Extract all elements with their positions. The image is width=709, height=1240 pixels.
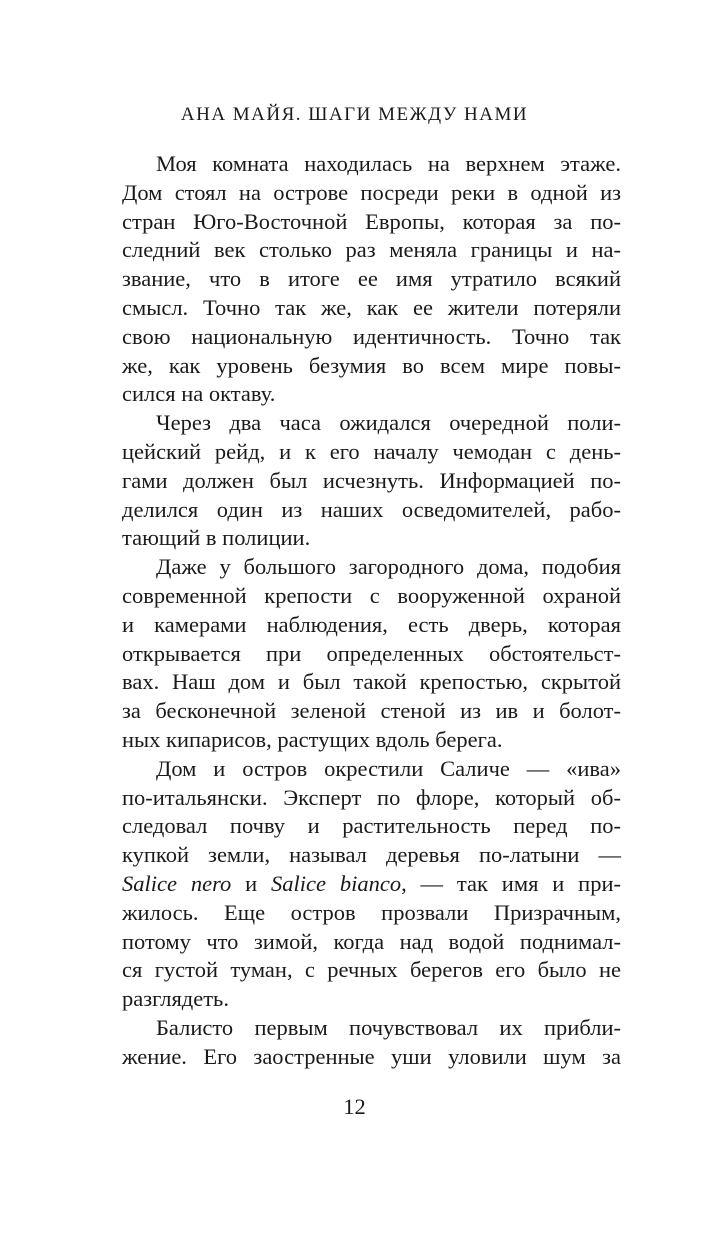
text-line: Даже у большого загородного дома, подобия [156,554,621,580]
text-line: следний век столько раз меняла границы и на- [122,237,621,263]
body-text [122,150,621,1072]
text-line: гами должен был исчезнуть. Информацией по- [122,467,621,493]
text-line: стран Юго-Восточной Европы, которая за по- [122,208,621,234]
text-line: же, как уровень безумия во всем мире повы- [122,352,621,378]
text-line: свою национальную идентичность. Точно так [122,323,621,349]
latin-species-name: Salice bianco [271,870,402,896]
text-line: жение. Его заостренные уши уловили шум за [122,1043,621,1069]
text-line: и камерами наблюдения, есть дверь, которая [122,611,621,637]
text-line: сился на октаву. [122,381,276,407]
text-line: жилось. Еще остров прозвали Призрачным, [122,899,621,925]
paragraph [122,1014,621,1072]
paragraph [122,150,621,409]
paragraph [122,755,621,1014]
text-line: за бесконечной зеленой стеной из ив и болот- [122,698,621,724]
latin-species-name: Salice nero [122,870,232,896]
text-line: потому что зимой, когда над водой поднимал- [122,928,621,954]
text-line: Дом и остров окрестили Саличе — «ива» [156,755,621,781]
text-line: Через два часа ожидался очередной поли- [156,410,621,436]
text-line: делился один из наших осведомителей, рабо- [122,496,621,522]
text-line: Дом стоял на острове посреди реки в одной из [122,179,621,205]
text-line: Балисто первым почувствовал их прибли- [156,1014,621,1040]
running-head: АНА МАЙЯ. ШАГИ МЕЖДУ НАМИ [180,104,529,125]
text-line: следовал почву и растительность перед по- [122,813,621,839]
text-line: цейский рейд, и к его началу чемодан с день- [122,438,621,464]
page-number: 12 [343,1094,366,1119]
text-line: тающий в полиции. [122,525,311,551]
text-line: купкой земли, называл деревья по-латыни — [122,842,621,868]
text-line: разглядеть. [122,986,229,1012]
text-line: Моя комната находилась на верхнем этаже. [156,151,621,176]
paragraph [122,553,621,755]
text-line: открывается при определенных обстоятельст- [122,640,621,666]
text-line: ся густой туман, с речных берегов его было не [122,957,621,983]
text-line: по-итальянски. Эксперт по флоре, который об- [122,784,621,810]
text-line: ных кипарисов, растущих вдоль берега. [122,726,503,752]
text-line: современной крепости с вооруженной охраной [122,582,621,608]
text-line: вах. Наш дом и был такой крепостью, скрытой [122,669,621,695]
text-line: Salice nero и Salice bianco, — так имя и при- [122,870,621,896]
text-line: звание, что в итоге ее имя утратило всякий [122,266,621,292]
paragraph [122,409,621,553]
text-line: смысл. Точно так же, как ее жители потеряли [122,294,621,320]
